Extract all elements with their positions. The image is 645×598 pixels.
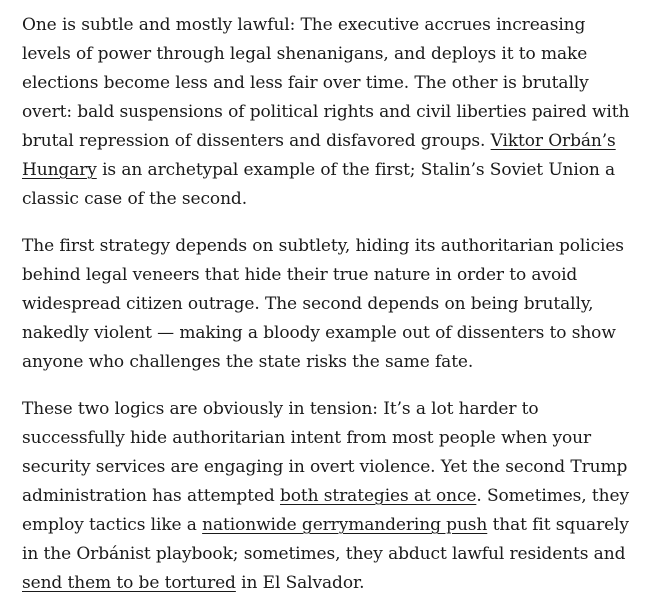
paragraph-1-text-1: One is subtle and mostly lawful: The executive accrues increasing levels of power through legal shenanigans, and deploys it to make elections become less and less fair over time. The other is brutally overt: bald suspensions of political rights and civil liberties paired with brutal repression of dissenters and disfavored groups. — [22, 15, 630, 151]
paragraph-3 — [22, 395, 631, 598]
link-both-strategies-at-once[interactable]: both strategies at once — [280, 486, 477, 506]
link-viktor-orban-hungary[interactable]: Viktor Orbán’s Hungary — [22, 131, 616, 180]
paragraph-1 — [22, 11, 631, 214]
link-send-them-to-be-tortured[interactable]: send them to be tortured — [22, 573, 236, 593]
paragraph-3-text-3: that fit squarely in the Orbánist playbook; sometimes, they abduct lawful residents and — [22, 515, 629, 564]
paragraph-3-text-4: in El Salvador. — [235, 573, 365, 593]
paragraph-2-text-1: The first strategy depends on subtlety, hiding its authoritarian policies behind legal veneers that hide their true nature in order to avoid widespread citizen outrage. The second depends on being brutally, nakedly violent — making a bloody example out of dissenters to show anyone who challenges the state risks the same fate. — [22, 236, 624, 372]
paragraph-3-text-1: These two logics are obviously in tension: It’s a lot harder to successfully hide authoritarian intent from most people when your security services are engaging in overt violence. Yet the second Trump administration has attempted — [22, 399, 628, 506]
paragraph-2 — [22, 232, 631, 377]
link-nationwide-gerrymandering-push[interactable]: nationwide gerrymandering push — [202, 515, 488, 535]
paragraph-1-text-2: is an archetypal example of the first; Stalin’s Soviet Union a classic case of the second. — [22, 160, 616, 209]
paragraph-3-text-2: . Sometimes, they employ tactics like a — [22, 486, 629, 535]
